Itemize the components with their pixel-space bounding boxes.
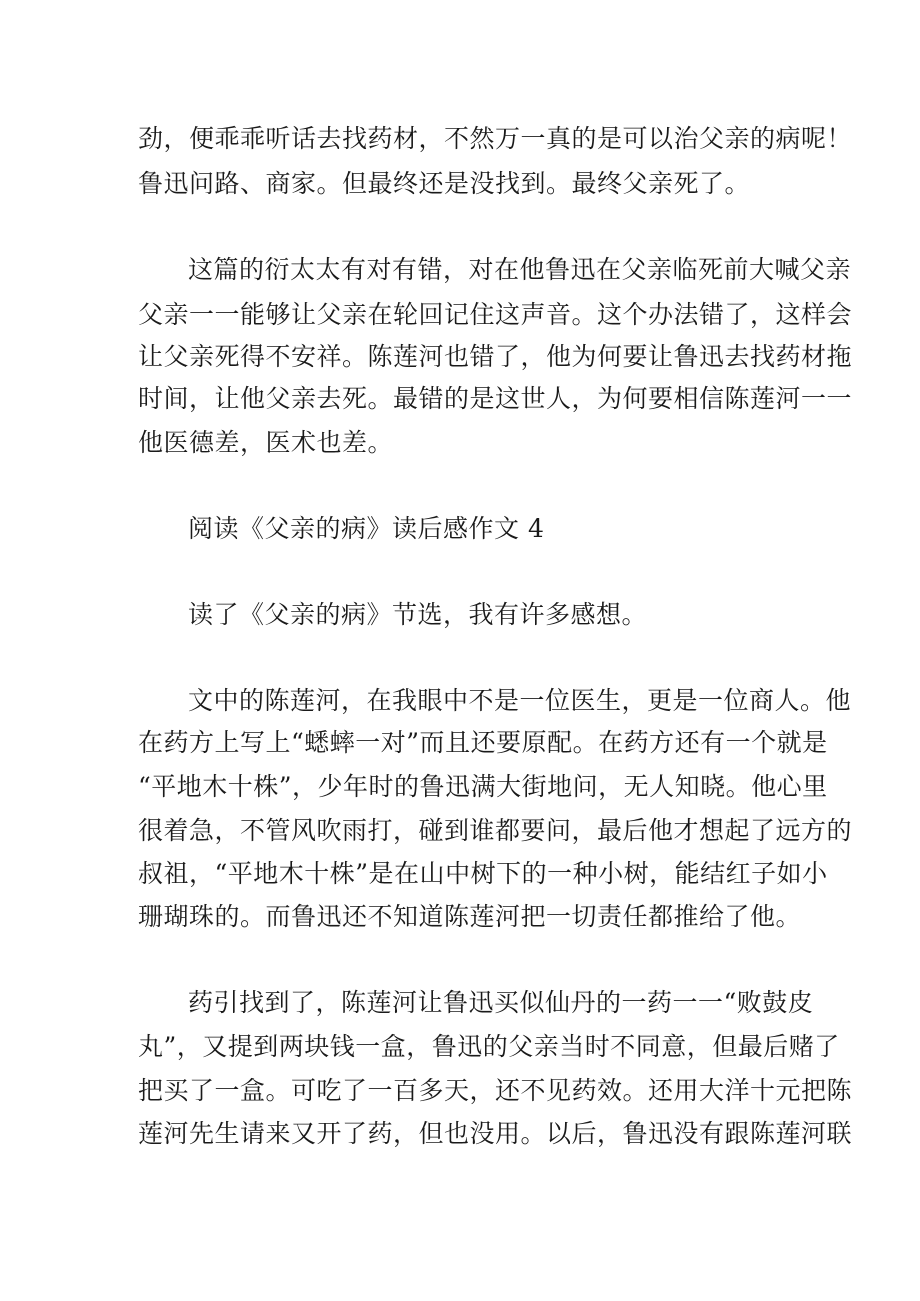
- text-line: 读了《父亲的病》节选，我有许多感想。: [188, 600, 648, 629]
- text-line: 把买了一盒。可吃了一百多天，还不见药效。还用大洋十元把陈: [138, 1076, 853, 1105]
- text-line: 珊瑚珠的。而鲁迅还不知道陈莲河把一切责任都推给了他。: [138, 902, 802, 931]
- text-line: 很着急，不管风吹雨打，碰到谁都要问，最后他才想起了远方的: [138, 816, 853, 845]
- text-line: “平地木十株”，少年时的鲁迅满大街地问，无人知晓。他心里: [138, 772, 828, 801]
- text-line: 文中的陈莲河，在我眼中不是一位医生，更是一位商人。他: [188, 686, 852, 715]
- text-line: 时间，让他父亲去死。最错的是这世人，为何要相信陈莲河一一: [138, 384, 853, 413]
- text-line: 父亲一一能够让父亲在轮回记住这声音。这个办法错了，这样会: [138, 300, 853, 329]
- text-line: 让父亲死得不安祥。陈莲河也错了，他为何要让鲁迅去找药材拖: [138, 342, 853, 371]
- text-line: 在药方上写上“蟋蟀一对”而且还要原配。在药方还有一个就是: [138, 728, 828, 757]
- text-line: 丸”，又提到两块钱一盒，鲁迅的父亲当时不同意，但最后赌了: [138, 1032, 840, 1061]
- text-line: 莲河先生请来又开了药，但也没用。以后，鲁迅没有跟陈莲河联: [138, 1119, 853, 1148]
- section-heading: 阅读《父亲的病》读后感作文 4: [188, 514, 545, 543]
- text-line: 劲，便乖乖听话去找药材，不然万一真的是可以治父亲的病呢！: [138, 124, 853, 153]
- text-line: 鲁迅问路、商家。但最终还是没找到。最终父亲死了。: [138, 169, 751, 198]
- text-line: 叔祖，“平地木十株”是在山中树下的一种小树，能结红子如小: [138, 859, 828, 888]
- text-line: 药引找到了，陈莲河让鲁迅买似仙丹的一药一一“败鼓皮: [188, 988, 814, 1017]
- text-line: 他医德差，医术也差。: [138, 428, 394, 457]
- text-line: 这篇的衍太太有对有错，对在他鲁迅在父亲临死前大喊父亲: [188, 255, 852, 284]
